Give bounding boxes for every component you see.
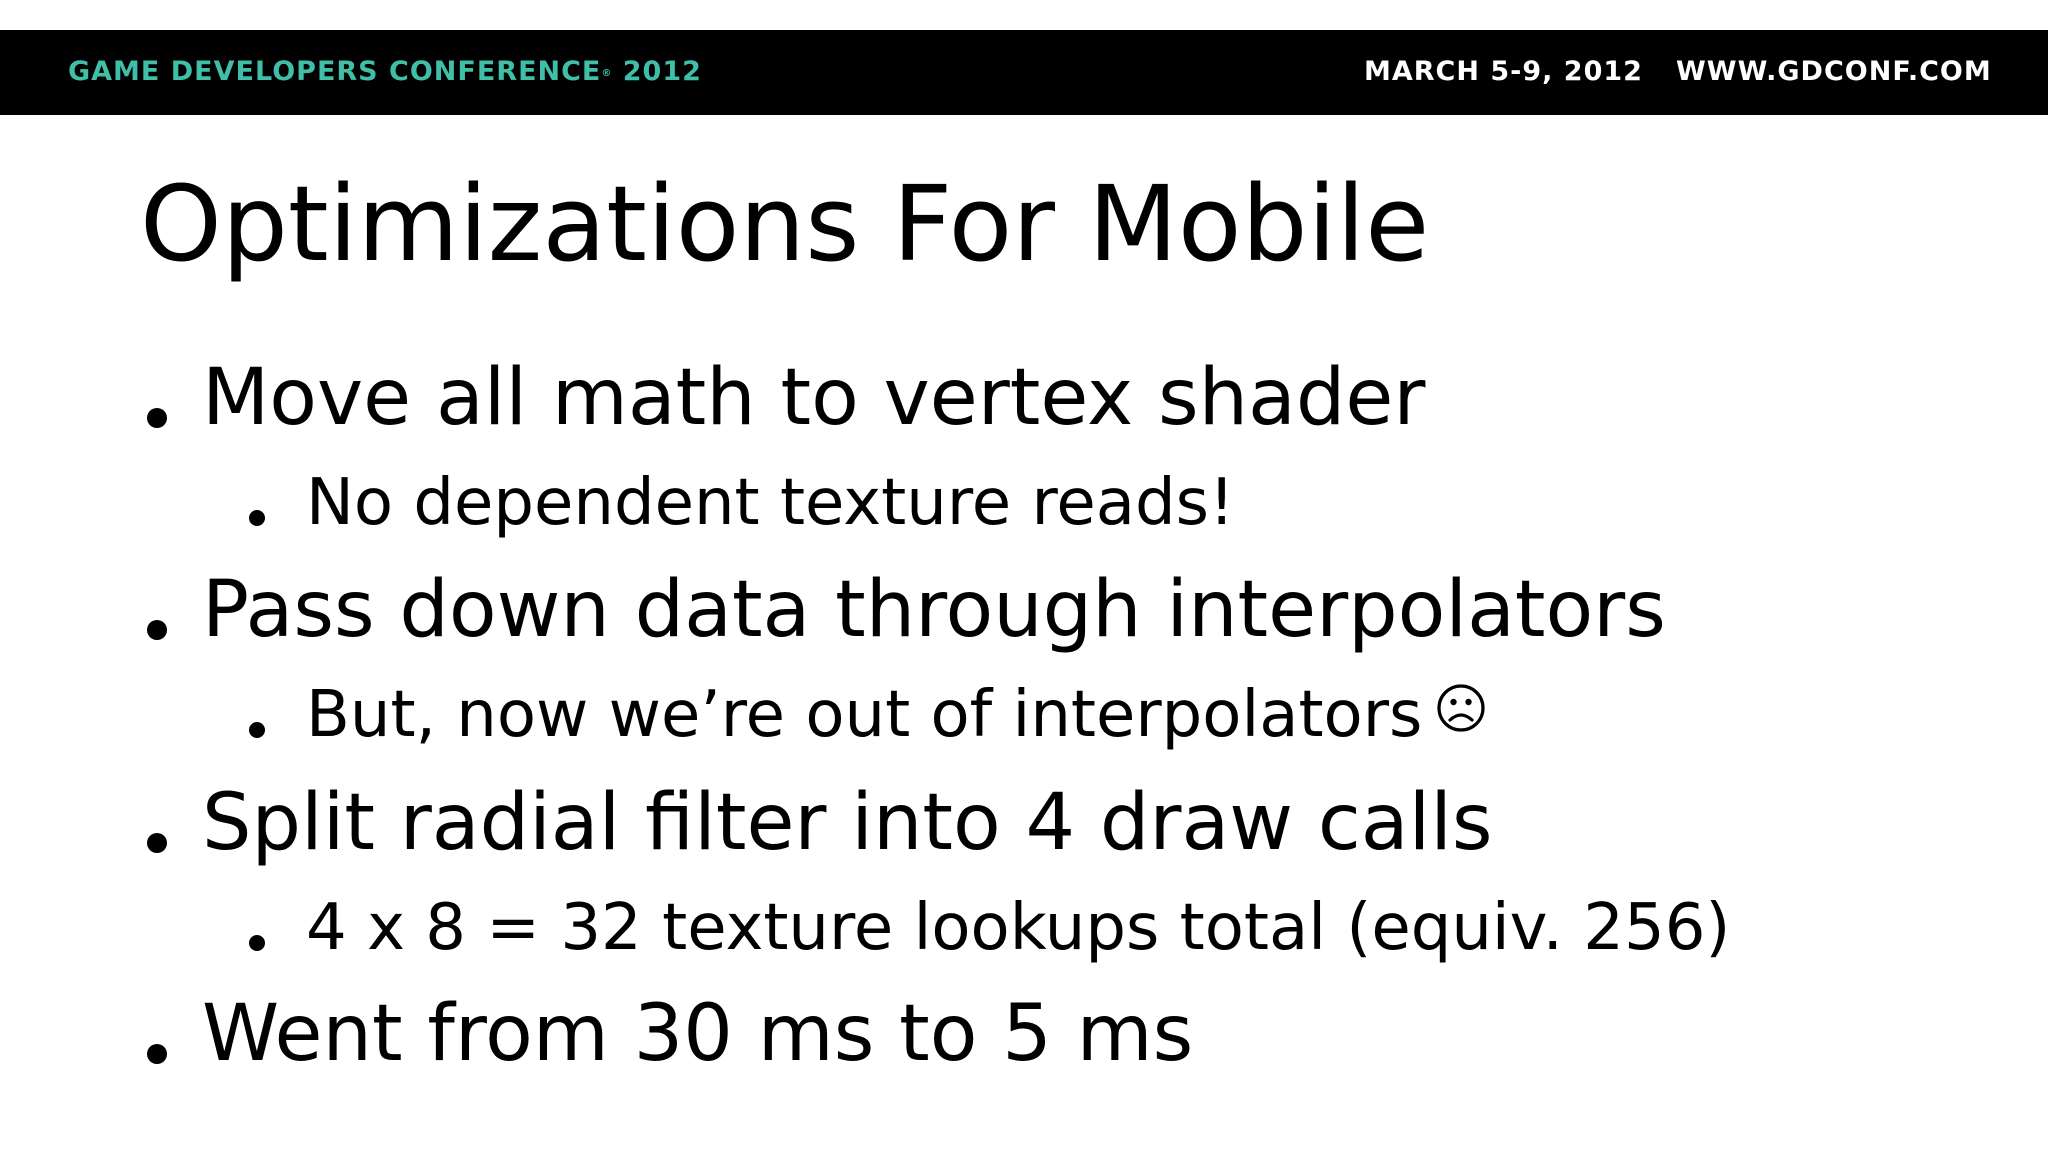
registered-mark: ® — [601, 68, 613, 79]
bullet-item — [140, 562, 1840, 658]
slide-title: Optimizations For Mobile — [140, 163, 1430, 285]
conference-year: 2012 — [612, 56, 702, 87]
conference-name — [68, 54, 702, 90]
bullet-item — [140, 986, 1240, 1082]
bullet-text: Split radial filter into 4 draw calls — [202, 778, 1493, 868]
sub-bullet-item — [244, 888, 1944, 968]
bullet-dot — [249, 722, 265, 738]
sub-bullet-text: 4 x 8 = 32 texture lookups total (equiv. 256) — [306, 891, 1731, 965]
sub-bullet-item — [244, 463, 1444, 543]
bullet-dot — [147, 620, 167, 640]
frowning-face-icon — [1436, 672, 1486, 752]
bullet-item — [140, 350, 1540, 446]
bullet-item — [140, 775, 1640, 871]
bullet-text: Move all math to vertex shader — [202, 353, 1426, 443]
bullet-dot — [249, 935, 265, 951]
bullet-dot — [147, 833, 167, 853]
bullet-dot — [147, 408, 167, 428]
bullet-dot — [249, 510, 265, 526]
bullet-text: Went from 30 ms to 5 ms — [202, 989, 1194, 1079]
conference-banner — [0, 30, 2048, 115]
bullet-dot — [147, 1044, 167, 1064]
conference-url: WWW.GDCONF.COM — [1676, 56, 1992, 87]
sub-bullet-text: But, now we’re out of interpolators — [306, 678, 1423, 752]
sub-bullet-text: No dependent texture reads! — [306, 466, 1235, 540]
conference-dates: MARCH 5-9, 2012 — [1364, 56, 1643, 87]
bullet-text: Pass down data through interpolators — [202, 565, 1666, 655]
sub-bullet-line — [306, 675, 1486, 758]
sub-bullet-item — [244, 675, 1644, 755]
conference-name-text: GAME DEVELOPERS CONFERENCE — [68, 56, 602, 87]
